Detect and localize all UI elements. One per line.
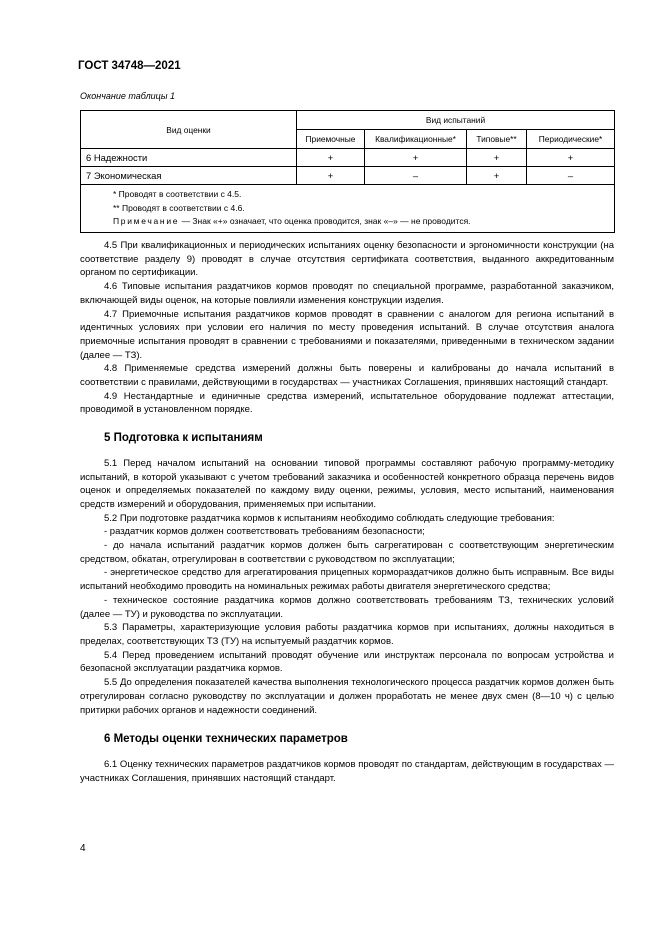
section-5-heading: 5 Подготовка к испытаниям [104,432,263,445]
document-body [80,239,614,785]
cell-mark: – [527,167,615,185]
paragraph-4-5: 4.5 При квалификационных и периодических испытаниях оценку безопасности и эргономичности конструкции (на соответствие разделу 9) проводят в случае отсутствия сертификата соответствия, выданного аккредитованным органом по сертификации. [80,240,614,279]
footnote: * Проводят в соответствии с 4.5. [113,189,242,199]
table-row [81,149,615,167]
table-caption: Окончание таблицы 1 [80,91,175,101]
row-name: 7 Экономическая [81,167,297,185]
bullet-item: - энергетическое средство для агрегатирования прицепных кормораздатчиков должно быть исправным. Все виды испытаний необходимо проводить на номинальных режимах работы двигателя энергетического средства; [80,567,614,593]
cell-mark: + [297,149,365,167]
paragraph-6-1: 6.1 Оценку технических параметров раздатчиков кормов проводят по стандартам, действующим в государствах — участниках Соглашения, принявших настоящий стандарт. [80,758,614,784]
footnote: ** Проводят в соответствии с 4.6. [113,202,245,213]
cell-mark: + [467,167,527,185]
cell-mark: + [297,167,365,185]
paragraph-5-5: 5.5 До определения показателей качества выполнения технологического процесса раздатчик кормов должен быть отрегулирован согласно руководству по эксплуатации и должен проработать не менее двух смен (8—10 ч) с целью притирки рабочих органов и надежности соединений. [80,677,614,716]
subheader-periodic: Периодические* [527,130,615,149]
paragraph-4-7: 4.7 Приемочные испытания раздатчиков кормов проводят в сравнении с аналогом для региона испытаний в идентичных условиях при условии его наличия по месту проведения испытаний. В случае отсутствия аналога приемочные испытания проводят в сравнении с требованиями и показателями, приведенными в техническом задании (далее — ТЗ). [80,308,614,361]
bullet-item: - раздатчик кормов должен соответствовать требованиям безопасности; [104,526,425,538]
assessment-table [80,110,615,233]
note-text: — Знак «+» означает, что оценка проводится, знак «–» — не проводится. [179,216,471,226]
section-6-heading: 6 Методы оценки технических параметров [104,733,348,746]
paragraph-4-6: 4.6 Типовые испытания раздатчиков кормов проводят по специальной программе, разработанной заказчиком, включающей виды оценок, на которые повлияли изменения конструкции изделия. [80,281,614,306]
bullet-item: - до начала испытаний раздатчик кормов должен быть сагрегатирован с соответствующим энергетическим средством, обкатан, отрегулирован в соответствии с руководством по эксплуатации; [80,540,614,565]
paragraph-4-8: 4.8 Применяемые средства измерений должны быть поверены и калиброваны до начала испытаний в соответствии с правилами, действующими в государствах — участниках Соглашения, принявших настоящий стандарт. [80,363,614,389]
header-assessment-type: Вид оценки [81,111,297,149]
table-notes [81,185,615,233]
header-test-type: Вид испытаний [297,111,615,130]
paragraph-4-9: 4.9 Нестандартные и единичные средства измерений, испытательное оборудование подлежат аттестации, проводимой в установленном порядке. [80,390,614,416]
subheader-type: Типовые** [467,130,527,149]
table-row [81,167,615,185]
subheader-acceptance: Приемочные [297,130,365,149]
note-label: Примечание [113,216,180,226]
cell-mark: + [365,149,467,167]
paragraph-5-1: 5.1 Перед началом испытаний на основании типовой программы составляют рабочую программу-методику испытаний, в которой указывают с учетом требований заказчика и особенностей конкретного образца перечень видов оценок и определяемых показателей по каждому виду оценки, режимы, условия, место испытаний, наименования средств измерений и оборудования, применяемых при испытании. [80,457,614,510]
subheader-qualification: Квалификационные* [365,130,467,149]
paragraph-5-3: 5.3 Параметры, характеризующие условия работы раздатчика кормов при испытаниях, должны находиться в пределах, соответствующих ТЗ (ТУ) на испытуемый раздатчик кормов. [80,622,614,647]
table-note [113,215,614,229]
page-number: 4 [80,843,86,854]
paragraph-5-4: 5.4 Перед проведением испытаний проводят обучение или инструктаж персонала по вопросам устройства и безопасной эксплуатации раздатчика кормов. [80,649,614,675]
cell-mark: + [467,149,527,167]
cell-mark: + [527,149,615,167]
cell-mark: – [365,167,467,185]
row-name: 6 Надежности [81,149,297,167]
bullet-item: - техническое состояние раздатчика кормов должно соответствовать требованиям ТЗ, технических условий (далее — ТУ) и руководства по эксплуатации. [80,594,614,620]
document-header: ГОСТ 34748—2021 [78,60,181,72]
table-notes-row [81,185,615,233]
paragraph-5-2: 5.2 При подготовке раздатчика кормов к испытаниям необходимо соблюдать следующие требования: [104,512,555,524]
